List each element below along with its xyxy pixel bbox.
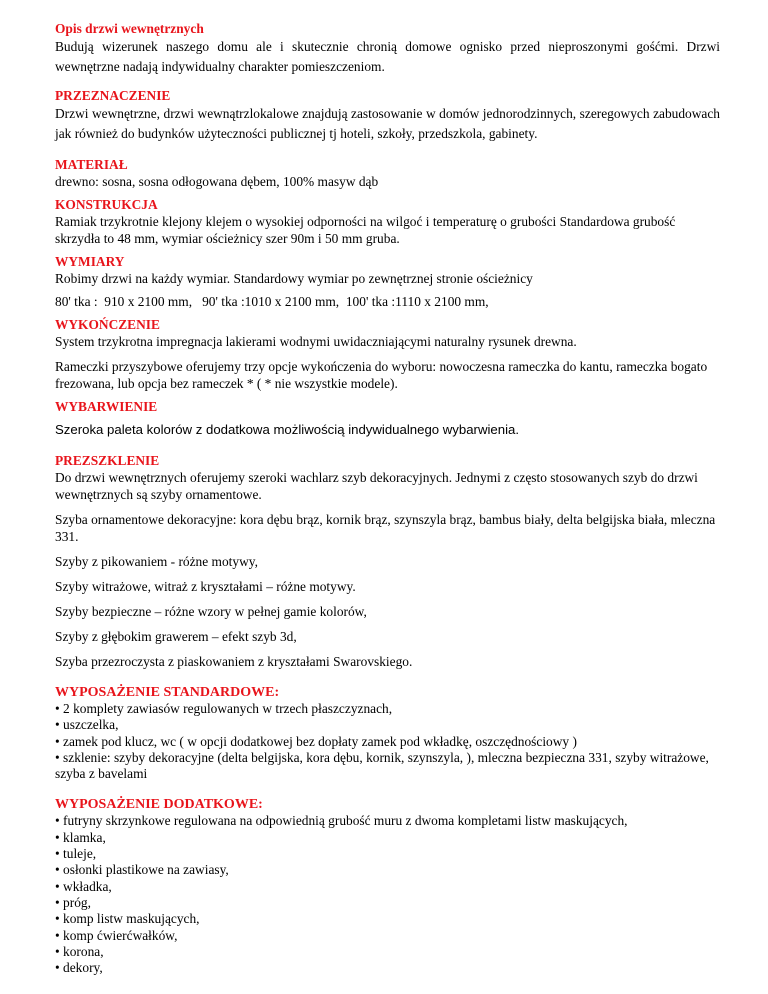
material-text: drewno: sosna, sosna odłogowana dębem, 100% masyw dąb: [55, 174, 379, 189]
list-item: • korona,: [55, 943, 104, 959]
list-item: • zamek pod klucz, wc ( w opcji dodatkowej bez dopłaty zamek pod wkładkę, oszczędnościowy ): [55, 733, 577, 749]
przeznaczenie-heading: PRZEZNACZENIE: [55, 88, 171, 103]
document-page: [55, 20, 720, 976]
list-item: • komp ćwierćwałków,: [55, 927, 178, 943]
przeszklenie-paragraph: Szyby z głębokim grawerem – efekt szyb 3d,: [55, 629, 297, 644]
intro-text: Budują wizerunek naszego domu ale i skutecznie chronią domowe ognisko przed nieproszonymi gośćmi. Drzwi wewnętrzne nadają indywidualny charakter pomieszczeniom.: [55, 39, 720, 74]
list-item: • futryny skrzynkowe regulowana na odpowiednią grubość muru z dwoma kompletami listw maskujących,: [55, 813, 628, 829]
list-item: • dekory,: [55, 960, 103, 976]
wykonczenie-heading: WYKOŃCZENIE: [55, 317, 160, 332]
list-item: • osłonki plastikowe na zawiasy,: [55, 862, 229, 878]
list-item: • uszczelka,: [55, 717, 119, 733]
konstrukcja-heading: KONSTRUKCJA: [55, 197, 158, 212]
wyposazenie-dodatkowe-list: [55, 813, 720, 976]
wybarwienie-text: Szeroka paleta kolorów z dodatkowa możliwością indywidualnego wybarwienia.: [55, 422, 520, 437]
wyposazenie-dodatkowe-heading: WYPOSAŻENIE DODATKOWE:: [55, 797, 263, 813]
list-item: • szklenie: szyby dekoracyjne (delta belgijska, kora dębu, kornik, szynszyla, ), mleczna bezpieczna 331, szyby witrażowe, szyba z bavelami: [55, 749, 709, 782]
wyposazenie-standardowe-heading: WYPOSAŻENIE STANDARDOWE:: [55, 685, 280, 700]
przeznaczenie-text: Drzwi wewnętrzne, drzwi wewnątrzlokalowe znajdują zastosowanie w domów jednorodzinnych, szeregowych zabudowach jak również do budynków użyteczności publicznej tj hoteli, szkoły, przedszkola, gabinety.: [55, 106, 720, 141]
material-heading: MATERIAŁ: [55, 157, 128, 172]
przeszklenie-heading: PREZSZKLENIE: [55, 453, 160, 468]
przeszklenie-paragraph: Szyby bezpieczne – różne wzory w pełnej gamie kolorów,: [55, 604, 367, 619]
wykonczenie-text-2: Rameczki przyszybowe oferujemy trzy opcje wykończenia do wyboru: nowoczesna rameczka do kantu, rameczka bogato frezowana, lub opcja bez rameczek * ( * nie wszystkie modele).: [55, 359, 708, 391]
wyposazenie-standardowe-list: [55, 701, 720, 782]
konstrukcja-text: Ramiak trzykrotnie klejony klejem o wysokiej odporności na wilgoć i temperaturę o grubości Standardowa grubość skrzydła to 48 mm, wymiar ościeżnicy szer 90m i 50 mm gruba.: [55, 214, 676, 246]
przeszklenie-paragraph: Szyba ornamentowe dekoracyjne: kora dębu brąz, kornik brąz, szynszyla brąz, bambus biały, delta belgijska biała, mleczna 331.: [55, 512, 716, 544]
przeszklenie-paragraph: Szyby z pikowaniem - różne motywy,: [55, 554, 258, 569]
wymiary-text: Robimy drzwi na każdy wymiar. Standardowy wymiar po zewnętrznej stronie ościeżnicy: [55, 271, 533, 286]
przeszklenie-paragraph: Do drzwi wewnętrznych oferujemy szeroki wachlarz szyb dekoracyjnych. Jednymi z często stosowanych szyb do drzwi wewnętrznych są szyby ornamentowe.: [55, 470, 698, 502]
list-item: • komp listw maskujących,: [55, 911, 200, 927]
list-item: • 2 komplety zawiasów regulowanych w trzech płaszczyznach,: [55, 701, 393, 716]
wymiary-heading: WYMIARY: [55, 254, 125, 269]
list-item: • próg,: [55, 894, 91, 910]
wybarwienie-heading: WYBARWIENIE: [55, 399, 158, 414]
list-item: • wkładka,: [55, 878, 112, 894]
przeszklenie-paragraph: Szyby witrażowe, witraż z kryształami – różne motywy.: [55, 579, 356, 594]
list-item: • klamka,: [55, 829, 106, 845]
wykonczenie-text-1: System trzykrotna impregnacja lakierami wodnymi uwidaczniającymi naturalny rysunek drewna.: [55, 334, 577, 349]
przeszklenie-paragraph: Szyba przezroczysta z piaskowaniem z kryształami Swarovskiego.: [55, 654, 413, 669]
wymiary-sizes: 80' tka : 910 x 2100 mm, 90' tka :1010 x 2100 mm, 100' tka :1110 x 2100 mm,: [55, 294, 489, 309]
list-item: • tuleje,: [55, 846, 97, 862]
intro-heading: Opis drzwi wewnętrznych: [55, 21, 204, 36]
